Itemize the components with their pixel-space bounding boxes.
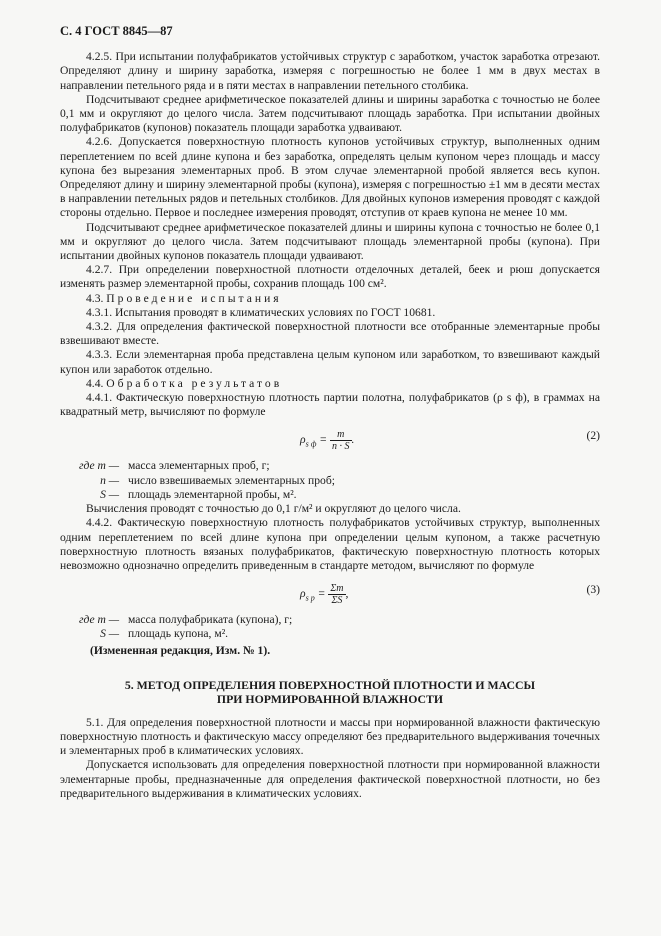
heading-4-3-number: 4.3.: [86, 291, 104, 305]
paragraph-4-2-6: 4.2.6. Допускается поверхностную плотность купонов устойчивых структур, выполненных одним переплетением по всей длине купона и без заработка, определять целым купоном через площадь и массу купона без вырезания элементарных проб. В этом случае элементарной пробой является весь купон. Определяют длину и ширину элементарной пробы (купона), измеряя с погрешностью ±1 мм в десяти местах в направлении петельных рядов и петельных столбиков. Для двойных купонов измерения проводят с каждой стороны отдельно. Первое и последнее измерения проводят, отступив от краев купона не менее 10 мм.: [60, 135, 600, 220]
legend-text: масса полуфабриката (купона), г;: [128, 613, 293, 627]
formula-2-lhs: ρ: [300, 433, 306, 447]
amendment-note: (Измененная редакция, Изм. № 1).: [90, 643, 271, 657]
paragraph-5-1: 5.1. Для определения поверхностной плотности и массы при нормированной влажности фактическую поверхностную плотность и фактическую массу определяют без предварительного выдерживания точечных и элементарных проб в климатических условиях.: [60, 715, 600, 758]
paragraph-4-2-5-cont: Подсчитывают среднее арифметическое показателей длины и ширины заработка с точностью не более 0,1 мм и округляют до целого числа. Затем подсчитывают площадь заработка. При испытании двойных полуфабрикатов (купонов) показатель площади заработка удваивают.: [60, 92, 600, 135]
document-page: [60, 24, 600, 801]
legend-symbol: где m —: [78, 613, 122, 627]
formula-2-numerator: m: [330, 429, 352, 441]
paragraph-5-1-cont: Допускается использовать для определения поверхностной плотности при нормированной влажности элементарные пробы, предназначенные для определения фактической поверхностной плотности, но без предварительного выдерживания в климатических условиях.: [60, 758, 600, 800]
page-header: С. 4 ГОСТ 8845—87: [60, 24, 173, 38]
formula-3: [60, 579, 600, 609]
legend-symbol: S —: [100, 487, 122, 501]
paragraph-4-4-1: 4.4.1. Фактическую поверхностную плотность партии полотна, полуфабрикатов (ρ s ф), в граммах на квадратный метр, вычисляют по формуле: [60, 391, 600, 419]
formula-3-lhs: ρ: [300, 587, 306, 601]
paragraph-4-2-5: 4.2.5. При испытании полуфабрикатов устойчивых структур с заработком, участок заработка отрезают. Определяют длину и ширину заработка, измеряя с погрешностью не более 1 мм в двух местах в направлении петельного ряда и в пяти местах в направлении петельного столбика.: [60, 50, 600, 92]
formula-2-end: .: [351, 433, 355, 447]
formula-3-lhs-sub: s р: [305, 593, 315, 603]
legend-row: [60, 459, 600, 473]
legend-text: масса элементарных проб, г;: [128, 459, 270, 473]
heading-4-3-title: Проведение испытания: [106, 291, 282, 305]
legend-symbol: S —: [100, 627, 122, 641]
formula-2-legend: [60, 459, 600, 502]
legend-row: [60, 613, 600, 627]
heading-4-4: [60, 377, 600, 391]
paragraph-4-3-1: 4.3.1. Испытания проводят в климатических условиях по ГОСТ 10681.: [86, 305, 436, 319]
legend-row: [60, 488, 600, 502]
legend-row: [60, 474, 600, 488]
formula-3-numerator: Σm: [330, 583, 344, 595]
formula-2-number: (2): [586, 429, 600, 443]
legend-text: площадь элементарной пробы, м².: [128, 487, 297, 501]
paragraph-4-2-6-cont: Подсчитывают среднее арифметическое показателей длины и ширины купона с точностью не более 0,1 мм и округляют до целого числа. Затем подсчитывают площадь элементарной пробы (купона). При испытании двойных купонов показатель площади удваивают.: [60, 220, 600, 263]
formula-2-lhs-sub: s ф: [305, 439, 317, 449]
paragraph-4-3-3: 4.3.3. Если элементарная проба представлена целым купоном или заработком, то взвешивают каждый купон или заработок отдельно.: [60, 348, 600, 376]
heading-4-4-title: Обработка результатов: [106, 376, 283, 390]
paragraph-precision: Вычисления проводят с точностью до 0,1 г/м² и округляют до целого числа.: [86, 502, 461, 516]
formula-3-expression: [300, 583, 348, 606]
formula-2: [60, 425, 600, 455]
legend-row: [60, 627, 600, 641]
formula-3-eq: =: [314, 587, 329, 601]
section-5-title: [60, 678, 600, 706]
formula-2-fraction: [330, 429, 352, 452]
paragraph-4-3-2: 4.3.2. Для определения фактической поверхностной плотности все отобранные элементарные пробы взвешивают вместе.: [60, 320, 600, 348]
legend-text: число взвешиваемых элементарных проб;: [128, 473, 335, 487]
heading-4-4-number: 4.4.: [86, 376, 104, 390]
formula-2-expression: [300, 429, 354, 452]
paragraph-4-4-2: 4.4.2. Фактическую поверхностную плотность полуфабрикатов устойчивых структур, выполненных одним переплетением по всей длине купона при определении целым купоном, а также расчетную поверхностную плотность вязаных полуфабрикатов, фактическую поверхностную плотность которых невозможно однозначно определить приведенным в стандарте методом, вычисляют по формуле: [60, 516, 600, 572]
legend-text: площадь купона, м².: [128, 627, 229, 641]
section-5-title-line-2: ПРИ НОРМИРОВАННОЙ ВЛАЖНОСТИ: [216, 691, 444, 706]
formula-3-number: (3): [586, 583, 600, 597]
formula-2-denominator: n · S: [332, 441, 350, 453]
legend-symbol: где m —: [78, 459, 122, 473]
formula-3-denominator: ΣS: [331, 595, 343, 607]
legend-symbol: n —: [100, 473, 122, 487]
formula-2-eq: =: [316, 433, 330, 447]
paragraph-4-2-7: 4.2.7. При определении поверхностной плотности отделочных деталей, беек и рюш допускается изменять размер элементарной пробы, сохранив площадь 100 см².: [60, 263, 600, 291]
formula-3-end: ,: [345, 587, 349, 601]
formula-3-legend: [60, 613, 600, 641]
heading-4-3: [60, 292, 600, 306]
formula-3-fraction: [328, 583, 345, 606]
section-5-title-line-1: 5. МЕТОД ОПРЕДЕЛЕНИЯ ПОВЕРХНОСТНОЙ ПЛОТНОСТИ И МАССЫ: [124, 677, 536, 692]
